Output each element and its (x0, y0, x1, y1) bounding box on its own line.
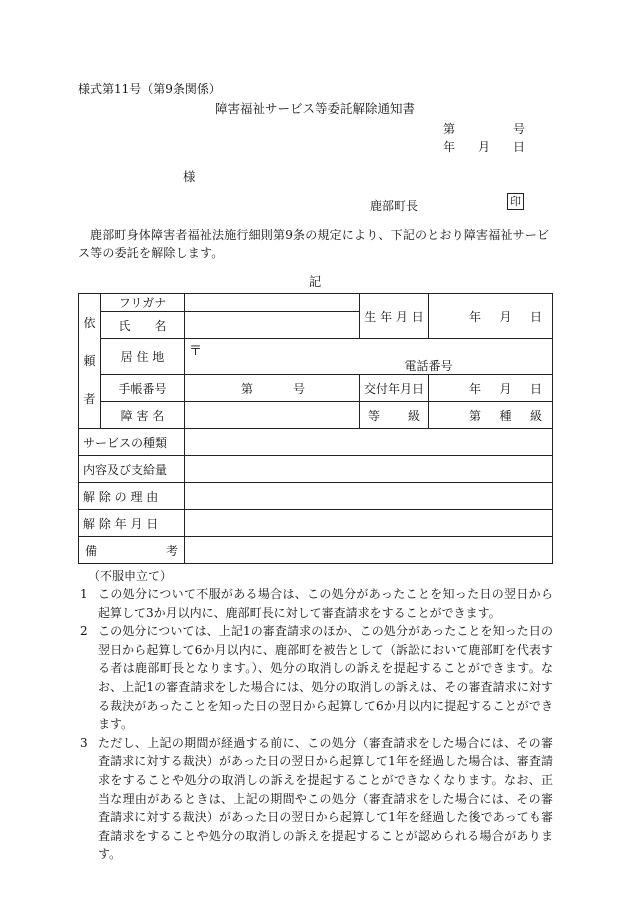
doc-no-prefix: 第 (443, 122, 456, 136)
requester-label: 依 頼 者 (79, 294, 101, 429)
note-item: 2 この処分については、上記1の審査請求のほか、この処分があったことを知った日の翌日から起算して6か月以内に、鹿部町を被告として（訴訟において鹿部町を代表する者は鹿部町長となります。）、処分の取消しの訴えを提起することができます。なお、上記1の審査請求をした場合には、処分の取消しの訴えは、その審査請求に対する裁決があったことを知った日の翌日から起算して6か月以内に提起することができます。 (80, 624, 553, 732)
kind-cell: 第 種 級 (429, 402, 553, 429)
name-value (185, 312, 360, 339)
recipient-suffix: 様 (183, 169, 196, 184)
intro-text: 鹿部町身体障害者福祉法施行細則第9条の規定により、下記のとおり障害福祉サービス等の委託を解除します。 (78, 228, 550, 260)
address-label: 居 住 地 (101, 339, 185, 375)
reason-value (185, 483, 553, 510)
service-type-label: サービスの種類 (79, 429, 185, 456)
service-type-value (185, 429, 553, 456)
birthdate-value: 年 月 日 (429, 294, 553, 339)
note-item: 3 ただし、上記の期間が経過する前に、この処分（審査請求をした場合には、その審査請求に対する裁決）があった日の翌日から起算して1年を経過した場合は、審査請求をすることや処分の取消しの訴えを提起することができなくなります。なお、正当な理由があるときは、上記の期間やこの処分（審査請求をした場合には、その審査請求に対する裁決）があった日の翌日から起算して1年を経過した後であっても審査請求をすることや処分の取消しの訴えを提起することが認められる場合があります。 (80, 735, 553, 862)
doc-no-suffix: 号 (513, 122, 526, 136)
phone-label: 電話番号 (404, 359, 453, 373)
birthdate-label: 生 年 月 日 (360, 294, 429, 339)
issuer-name: 鹿部町長 (370, 199, 419, 213)
reason-label: 解 除 の 理 由 (79, 483, 185, 510)
cancel-date-label: 解 除 年 月 日 (79, 510, 185, 537)
issue-date-label: 交付年月日 (360, 375, 429, 402)
date-year: 年 (443, 140, 456, 154)
furigana-value (185, 294, 360, 312)
disability-name-label: 障 害 名 (101, 402, 185, 429)
remarks-label: 備 考 (79, 537, 185, 564)
name-label: 氏 名 (101, 312, 185, 339)
ki-heading: 記 (308, 274, 322, 289)
content-amount-value (185, 456, 553, 483)
notes-heading: （不服申立て） (88, 569, 173, 583)
document-title: 障害福祉サービス等委託解除通知書 (214, 101, 415, 116)
handbook-no-value: 第 号 (185, 375, 360, 402)
postal-mark: 〒 (189, 344, 203, 359)
cancel-date-value (185, 510, 553, 537)
details-table (78, 293, 553, 564)
form-number: 様式第11号（第9条関係） (78, 82, 221, 96)
furigana-label: フリガナ (101, 294, 185, 312)
date-day: 日 (513, 140, 526, 154)
seal-mark: 印 (507, 193, 524, 210)
disability-name-value (185, 402, 360, 429)
remarks-value (185, 537, 553, 564)
grade-cell: 等 級 (360, 402, 429, 429)
appeal-notes (78, 567, 553, 864)
address-value (185, 339, 553, 375)
note-item: 1 この処分について不服がある場合は、この処分があったことを知った日の翌日から起算して3か月以内に、鹿部町長に対して審査請求をすることができます。 (80, 587, 553, 620)
content-amount-label: 内容及び支給量 (79, 456, 185, 483)
handbook-no-label: 手帳番号 (101, 375, 185, 402)
date-month: 月 (478, 140, 491, 154)
issue-date-value: 年 月 日 (429, 375, 553, 402)
